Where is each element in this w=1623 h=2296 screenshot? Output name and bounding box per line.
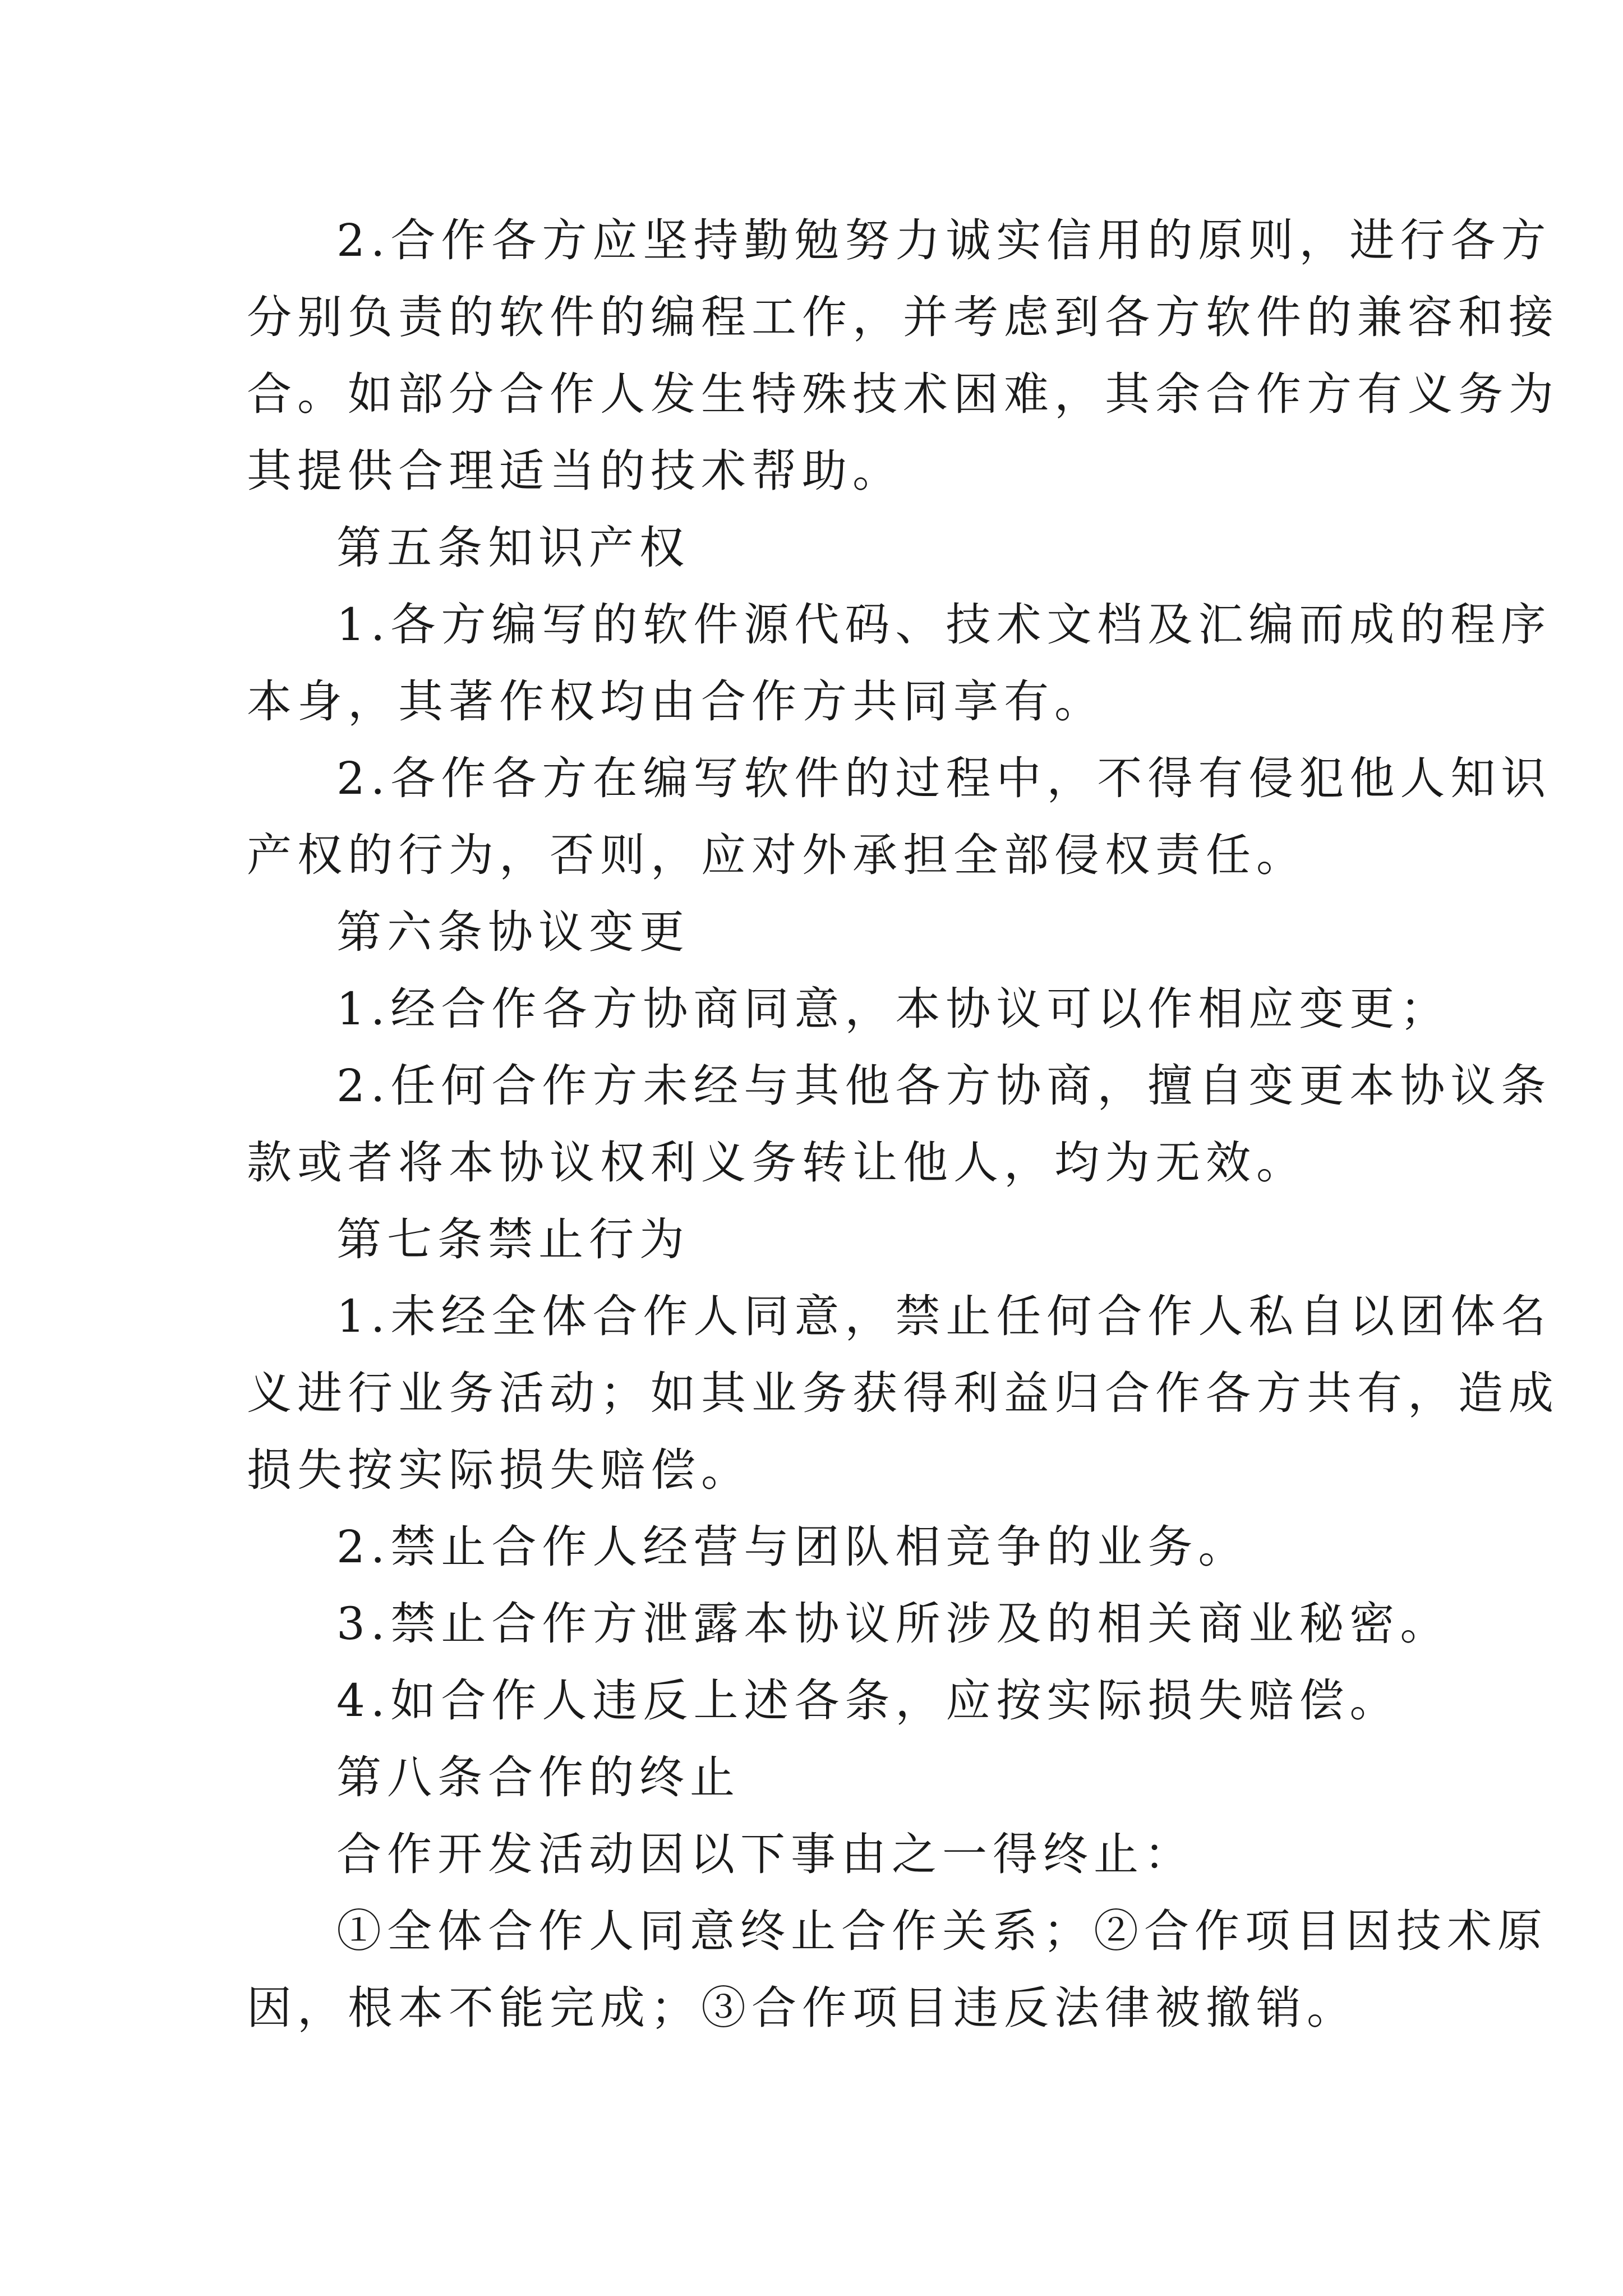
body-line: 合。如部分合作人发生特殊技术困难，其余合作方有义务为: [247, 368, 1559, 420]
body-line: 2.禁止合作人经营与团队相竞争的业务。: [336, 1521, 1249, 1573]
body-line: 合作开发活动因以下事由之一得终止：: [336, 1828, 1195, 1880]
section-heading: 第五条知识产权: [336, 522, 690, 574]
body-line: 1.未经全体合作人同意，禁止任何合作人私自以团体名: [336, 1290, 1552, 1342]
body-line: 3.禁止合作方泄露本协议所涉及的相关商业秘密。: [336, 1598, 1451, 1650]
body-line: 2.各作各方在编写软件的过程中，不得有侵犯他人知识: [336, 752, 1552, 804]
body-line: 2.任何合作方未经与其他各方协商，擅自变更本协议条: [336, 1060, 1552, 1112]
body-line: 2.合作各方应坚持勤勉努力诚实信用的原则，进行各方: [336, 214, 1552, 266]
body-line: 1.经合作各方协商同意，本协议可以作相应变更；: [336, 983, 1451, 1035]
body-line: 4.如合作人违反上述各条，应按实际损失赔偿。: [336, 1674, 1400, 1727]
section-heading: 第六条协议变更: [336, 906, 690, 958]
section-heading: 第七条禁止行为: [336, 1213, 690, 1266]
body-line: 因，根本不能完成；③合作项目违反法律被撤销。: [247, 1982, 1357, 2034]
body-line: 产权的行为，否则，应对外承担全部侵权责任。: [247, 829, 1307, 881]
body-line: 义进行业务活动；如其业务获得利益归合作各方共有，造成: [247, 1367, 1559, 1419]
section-heading: 第八条合作的终止: [336, 1751, 740, 1803]
body-line: 其提供合理适当的技术帮助。: [247, 445, 903, 497]
body-line: 款或者将本协议权利义务转让他人，均为无效。: [247, 1137, 1307, 1189]
body-line: 1.各方编写的软件源代码、技术文档及汇编而成的程序: [336, 599, 1552, 651]
body-line: 本身，其著作权均由合作方共同享有。: [247, 675, 1105, 728]
body-line: 损失按实际损失赔偿。: [247, 1444, 751, 1496]
document-body: [247, 202, 1559, 2046]
body-line: 分别负责的软件的编程工作，并考虑到各方软件的兼容和接: [247, 291, 1559, 343]
body-line: ①全体合作人同意终止合作关系；②合作项目因技术原: [336, 1905, 1548, 1957]
